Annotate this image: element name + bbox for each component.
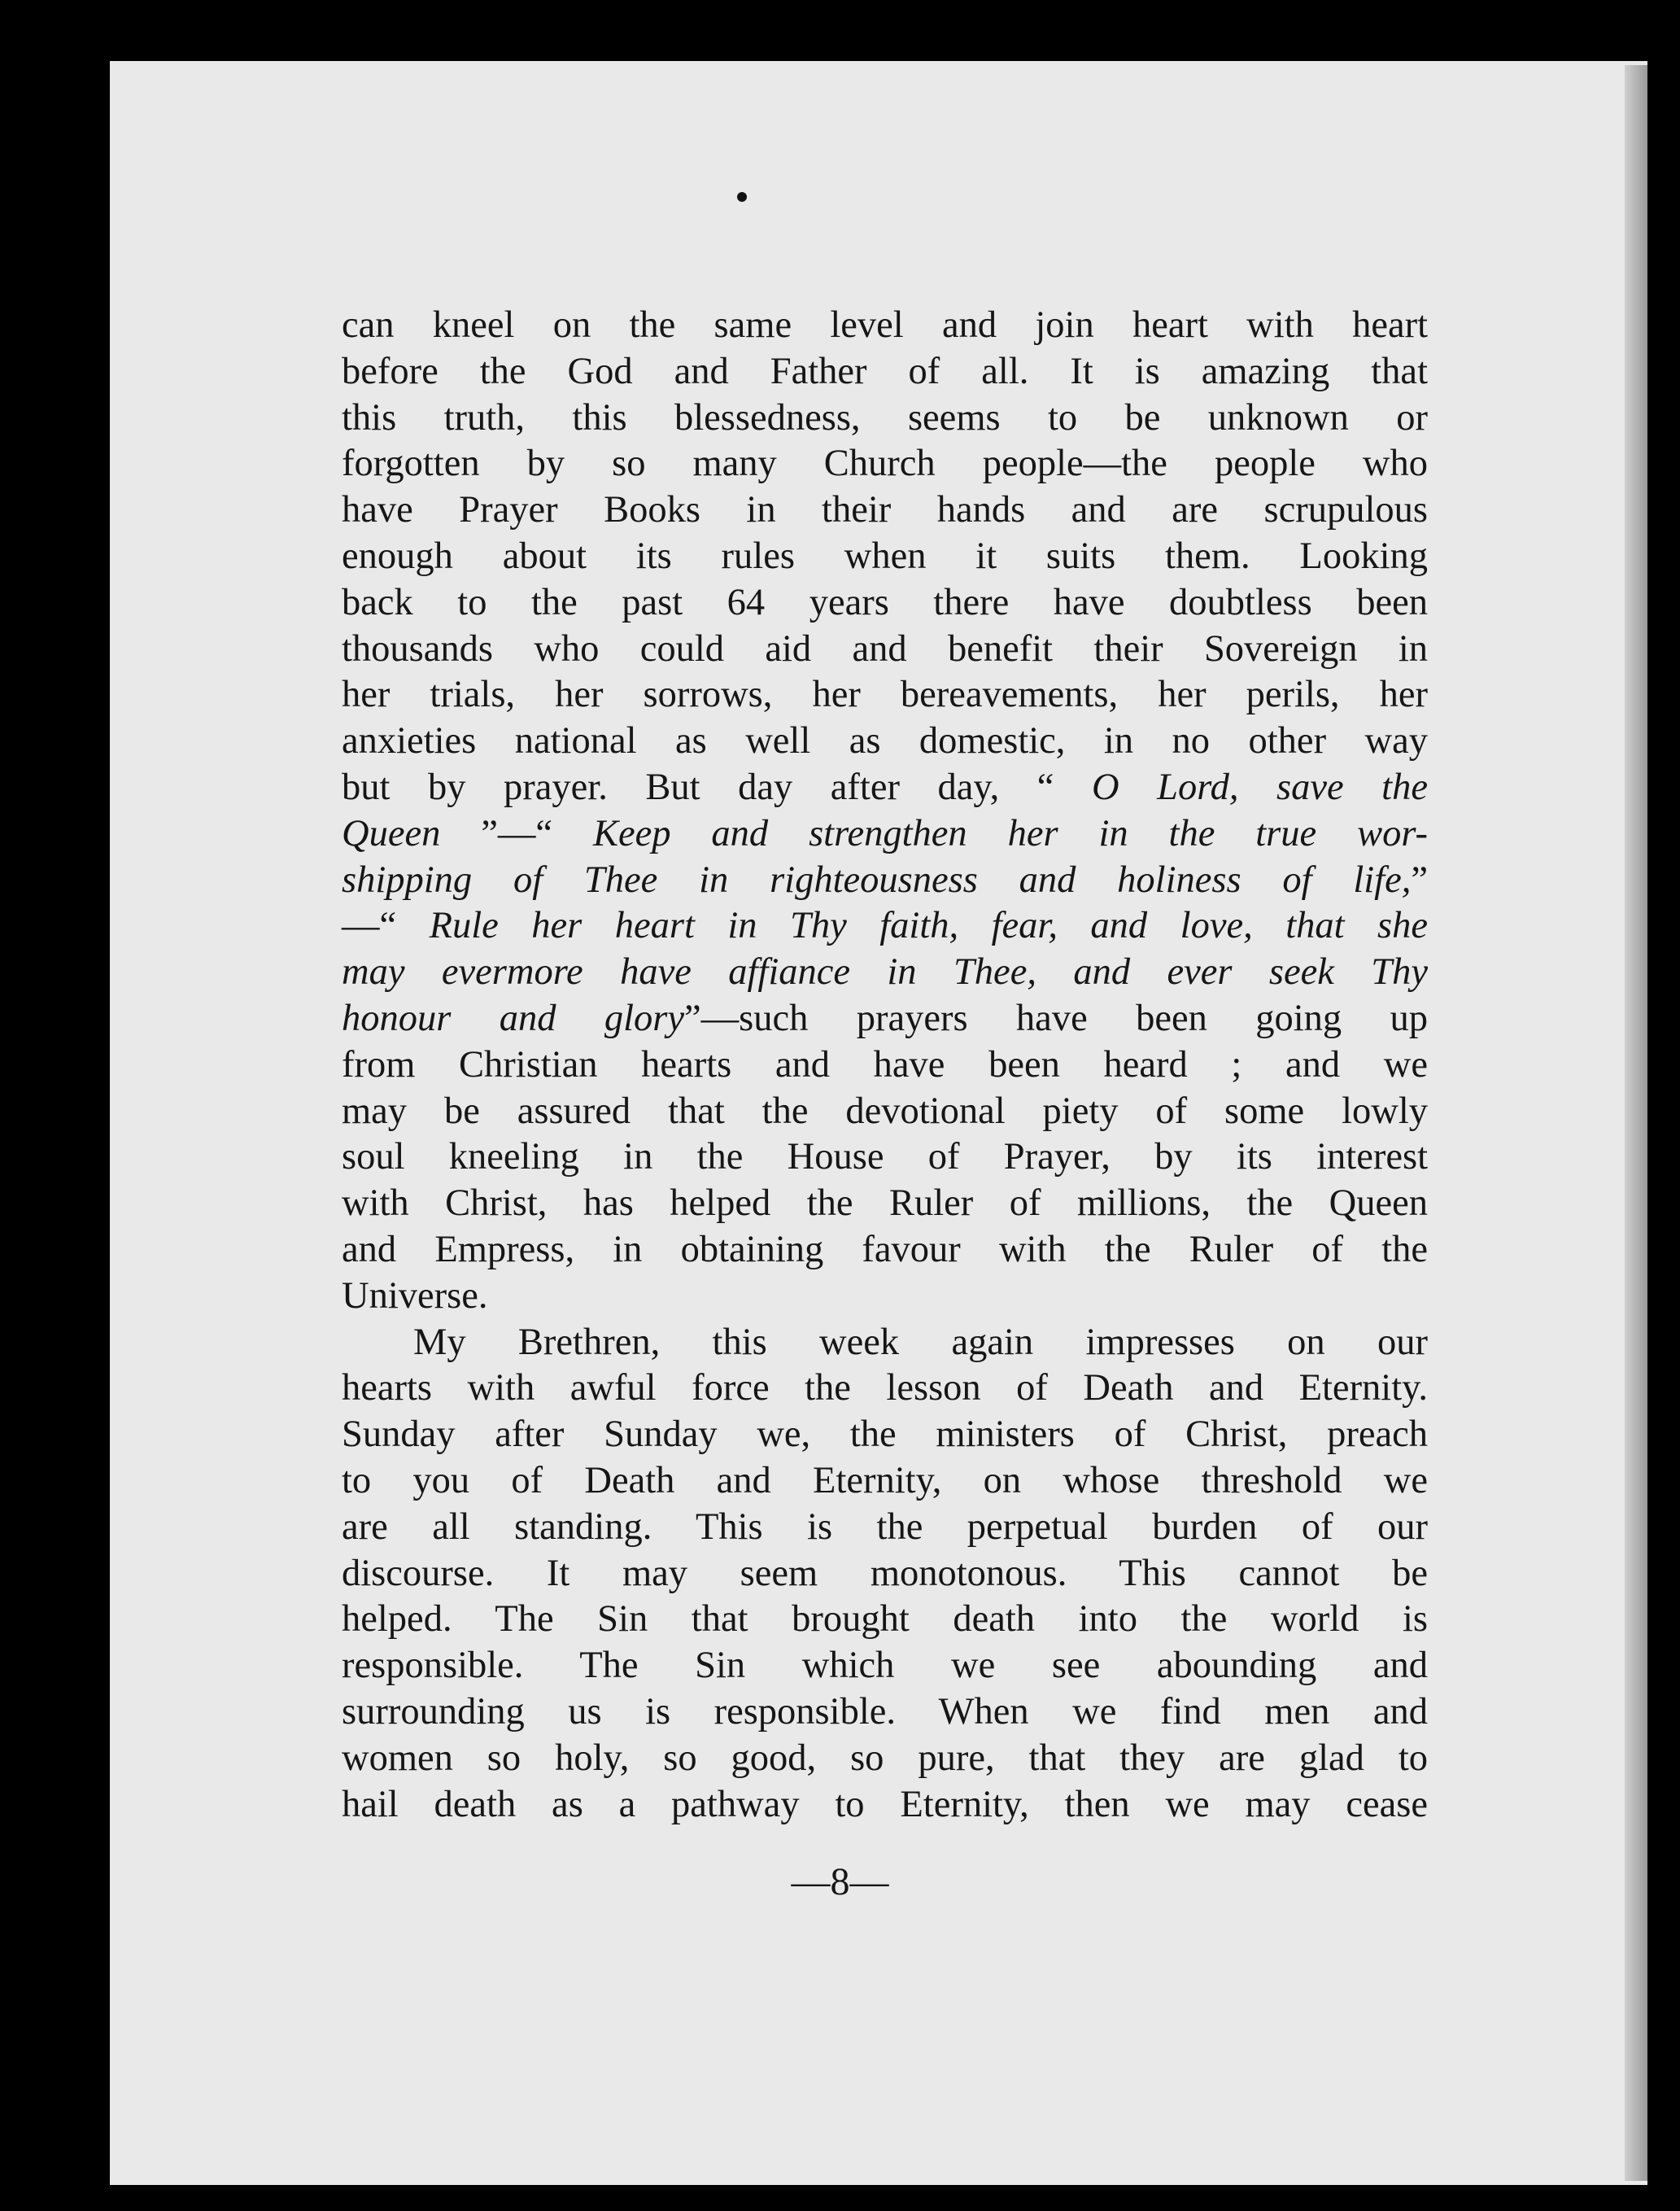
text-span: responsible. The Sin which we see abounding and: [342, 1645, 1428, 1687]
text-span: from Christian hearts and have been heard ; and we: [342, 1043, 1428, 1086]
text-line: [342, 1365, 1428, 1412]
text-span: and Empress, in obtaining favour with the Ruler of the: [342, 1228, 1428, 1270]
italic-text: Keep and strengthen her in the true wor-: [592, 812, 1428, 854]
text-line: [342, 1782, 1428, 1829]
text-line: [342, 996, 1428, 1042]
text-line: [342, 672, 1428, 719]
text-span: women so holy, so good, so pure, that they are glad to: [342, 1737, 1428, 1779]
text-span: with Christ, has helped the Ruler of millions, the Queen: [342, 1182, 1428, 1225]
text-span: thousands who could aid and benefit their Sovereign in: [342, 627, 1428, 670]
text-line: [342, 1181, 1428, 1227]
text-span: to you of Death and Eternity, on whose threshold we: [342, 1459, 1428, 1501]
text-span: ”: [1411, 859, 1428, 901]
text-line: [342, 303, 1428, 349]
text-span: helped. The Sin that brought death into the world is: [342, 1598, 1428, 1641]
text-span: discourse. It may seem monotonous. This cannot be: [342, 1552, 1428, 1594]
text-span: ”—such prayers have been going up: [683, 997, 1428, 1039]
text-span: forgotten by so many Church people—the people who: [342, 443, 1428, 485]
text-span: —“: [342, 905, 430, 947]
text-span: soul kneeling in the House of Prayer, by its interest: [342, 1136, 1428, 1178]
italic-text: honour and glory: [342, 997, 684, 1039]
text-line: [342, 1597, 1428, 1643]
text-line: [342, 627, 1428, 673]
text-line: [342, 1458, 1428, 1505]
text-line: [342, 1134, 1428, 1181]
text-line: [342, 1227, 1428, 1274]
text-line: [342, 1089, 1428, 1135]
text-line: [342, 1736, 1428, 1782]
text-span: ”—“: [440, 812, 593, 854]
text-line: [342, 719, 1428, 765]
text-line: [342, 487, 1428, 534]
text-line: [342, 1320, 1428, 1366]
italic-text: Rule her heart in Thy faith, fear, and love, that she: [429, 905, 1428, 947]
printer-dot-mark: [737, 192, 747, 202]
text-line: [342, 1505, 1428, 1551]
page-number: —8—: [791, 1860, 889, 1903]
text-span: surrounding us is responsible. When we find men and: [342, 1690, 1428, 1733]
text-line: [342, 580, 1428, 627]
italic-text: Queen: [342, 812, 441, 854]
italic-text: may evermore have affiance in Thee, and ever seek Thy: [342, 951, 1428, 994]
text-line: [342, 903, 1428, 950]
text-span: but by prayer. But day after day, “: [342, 766, 1092, 808]
text-line: [342, 811, 1428, 858]
text-line: [342, 534, 1428, 580]
text-span: hail death as a pathway to Eternity, then we may cease: [342, 1783, 1428, 1825]
text-span: are all standing. This is the perpetual burden of our: [342, 1505, 1428, 1548]
text-line: [342, 441, 1428, 487]
text-span: My Brethren, this week again impresses on our: [413, 1321, 1428, 1363]
text-span: back to the past 64 years there have doubtless been: [342, 581, 1428, 623]
text-span: may be assured that the devotional piety of some lowly: [342, 1090, 1428, 1132]
text-span: hearts with awful force the lesson of Death and Eternity.: [342, 1367, 1428, 1409]
text-span: Universe.: [342, 1274, 488, 1317]
text-line: [342, 349, 1428, 395]
text-span: before the God and Father of all. It is amazing that: [342, 350, 1428, 392]
text-line: [342, 1689, 1428, 1736]
text-line: [342, 950, 1428, 996]
text-span: have Prayer Books in their hands and are scrupulous: [342, 489, 1428, 531]
text-line: [342, 765, 1428, 811]
text-span: her trials, her sorrows, her bereavements, her perils, her: [342, 674, 1428, 716]
italic-text: shipping of Thee in righteousness and holiness of life,: [342, 859, 1412, 901]
text-span: anxieties national as well as domestic, in no other way: [342, 720, 1428, 762]
text-span: enough about its rules when it suits them. Looking: [342, 535, 1428, 577]
text-line: [342, 858, 1428, 904]
text-span: Sunday after Sunday we, the ministers of Christ, preach: [342, 1414, 1428, 1456]
text-line: [342, 395, 1428, 442]
italic-text: O Lord, save the: [1091, 766, 1428, 808]
text-span: this truth, this blessedness, seems to be unknown or: [342, 396, 1428, 439]
text-span: can kneel on the same level and join heart with heart: [342, 304, 1428, 346]
text-line: [342, 1274, 1428, 1320]
text-line: [342, 1643, 1428, 1689]
text-line: [342, 1412, 1428, 1458]
text-line: [342, 1551, 1428, 1597]
body-text: [342, 303, 1428, 1828]
text-line: [342, 1042, 1428, 1089]
